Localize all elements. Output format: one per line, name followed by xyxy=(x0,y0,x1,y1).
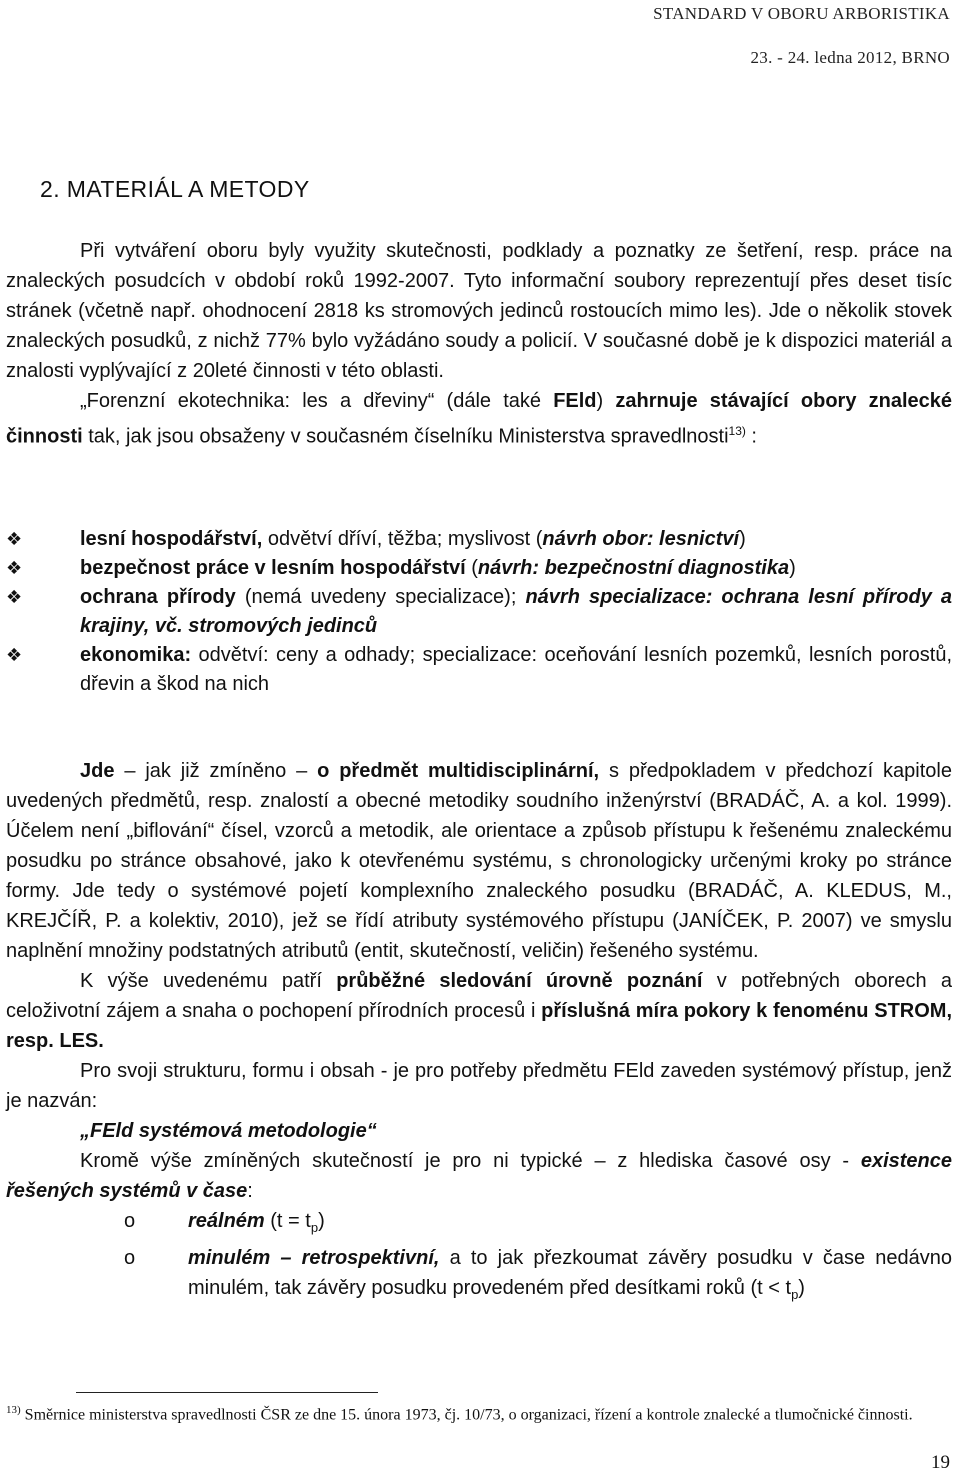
circle-bullet-icon: o xyxy=(124,1247,136,1269)
section-title: 2. MATERIÁL A METODY xyxy=(40,176,310,202)
list-item: ❖ bezpečnost práce v lesním hospodářství (návrh: bezpečnostní diagnostika) xyxy=(6,554,952,583)
body-top xyxy=(6,236,952,452)
footnote-ref[interactable]: 13) xyxy=(728,424,746,438)
diamond-bullet-icon: ❖ xyxy=(6,558,23,578)
running-header-date: 23. - 24. ledna 2012, BRNO xyxy=(750,48,950,67)
time-systems-list xyxy=(6,1206,952,1310)
paragraph-knowledge: K výše uvedenému patří průběžné sledování úrovně poznání v potřebných oborech a celoživotní zájem a snaha o pochopení přírodních procesů i příslušná míra pokory k fenoménu STROM, resp. LES. xyxy=(6,970,952,1052)
diamond-bullet-icon: ❖ xyxy=(6,587,23,607)
paragraph-time-axis: Kromě výše zmíněných skutečností je pro ni typické – z hlediska časové osy - existence řešených systémů v čase: xyxy=(6,1150,952,1202)
paragraph-feld-scope: „Forenzní ekotechnika: les a dřeviny“ (dále také FEld) zahrnuje stávající obory znalecké činnosti tak, jak jsou obsaženy v současném číselníku Ministerstva spravedlnosti$^{13)}$ : xyxy=(6,390,953,448)
footnote-separator xyxy=(76,1392,378,1393)
bullet-list-block xyxy=(6,525,952,699)
list-item: o minulém – retrospektivní, a to jak přezkoumat závěry posudku v čase nedávno minulém, tak závěry posudku provedeném před desítkami roků $(t < t_p)$ xyxy=(6,1243,952,1310)
list-item: o reálném $(t = t_p)$ xyxy=(6,1206,952,1243)
list-item: ❖ ekonomika: odvětví: ceny a odhady; specializace: oceňování lesních pozemků, lesních porostů, dřevin a škod na nich xyxy=(6,641,952,699)
circle-bullet-icon: o xyxy=(124,1210,136,1232)
paragraph-multidisciplinary: Jde – jak již zmíněno – o předmět multidisciplinární, s předpokladem v předchozí kapitole uvedených předmětů, resp. znalostí a obecné metodiky soudního inženýrství (BRADÁČ, A. a kol. 1999). Účelem není „biflování“ čísel, vzorců a metodik, ale orientace a způsob přístupu k řešenému znaleckému posudku po stránce obsahové, jako k otevřenému systému, s chronologicky určenými kroky po stránce formy. Jde tedy o systémové pojetí komplexního znaleckého posudku (BRADÁČ, A. KLEDUS, M., KREJČÍŘ, P. a kolektiv, 2010), jež se řídí atributy systémového přístupu (JANÍČEK, P. 2007) ve smyslu naplnění množiny podstatných atributů (entit, skutečností, veličin) řešeného systému. xyxy=(6,760,952,962)
list-item: ❖ lesní hospodářství, odvětví dříví, těžba; myslivost (návrh obor: lesnictví) xyxy=(6,525,952,554)
paragraph-system-approach: Pro svoji strukturu, formu i obsah - je pro potřeby předmětu FEld zaveden systémový přístup, jenž je nazván: xyxy=(6,1060,952,1112)
methodology-title: „FEld systémová metodologie“ xyxy=(80,1120,377,1142)
list-item: ❖ ochrana přírody (nemá uvedeny specializace); návrh specializace: ochrana lesní přírody a krajiny, vč. stromových jedinců xyxy=(6,583,952,641)
diamond-bullet-icon: ❖ xyxy=(6,645,23,665)
paragraph-materials: Při vytváření oboru byly využity skutečnosti, podklady a poznatky ze šetření, resp. práce na znaleckých posudcích v období roků 1992-2007. Tyto informační soubory reprezentují přes deset tisíc stránek (včetně např. ohodnocení 2818 ks stromových jedinců rostoucích mimo les). Jde o několik stovek znaleckých posudků, z nichž 77% bylo vyžádáno soudy a policií. V současné době je k dispozici materiál a znalosti vyplývající z 20leté činnosti v této oblasti. xyxy=(6,240,952,382)
page-number: 19 xyxy=(931,1452,950,1473)
diamond-bullet-icon: ❖ xyxy=(6,529,23,549)
body-bottom xyxy=(6,756,952,1310)
expert-fields-list xyxy=(6,525,952,699)
footnote: $^{13)}$ Směrnice ministerstva spravedlnosti ČSR ze dne 15. února 1973, čj. 10/73, o organizaci, řízení a kontrole znalecké a tlumočnické činnosti. xyxy=(6,1404,913,1424)
running-header-title: STANDARD V OBORU ARBORISTIKA xyxy=(653,4,950,23)
